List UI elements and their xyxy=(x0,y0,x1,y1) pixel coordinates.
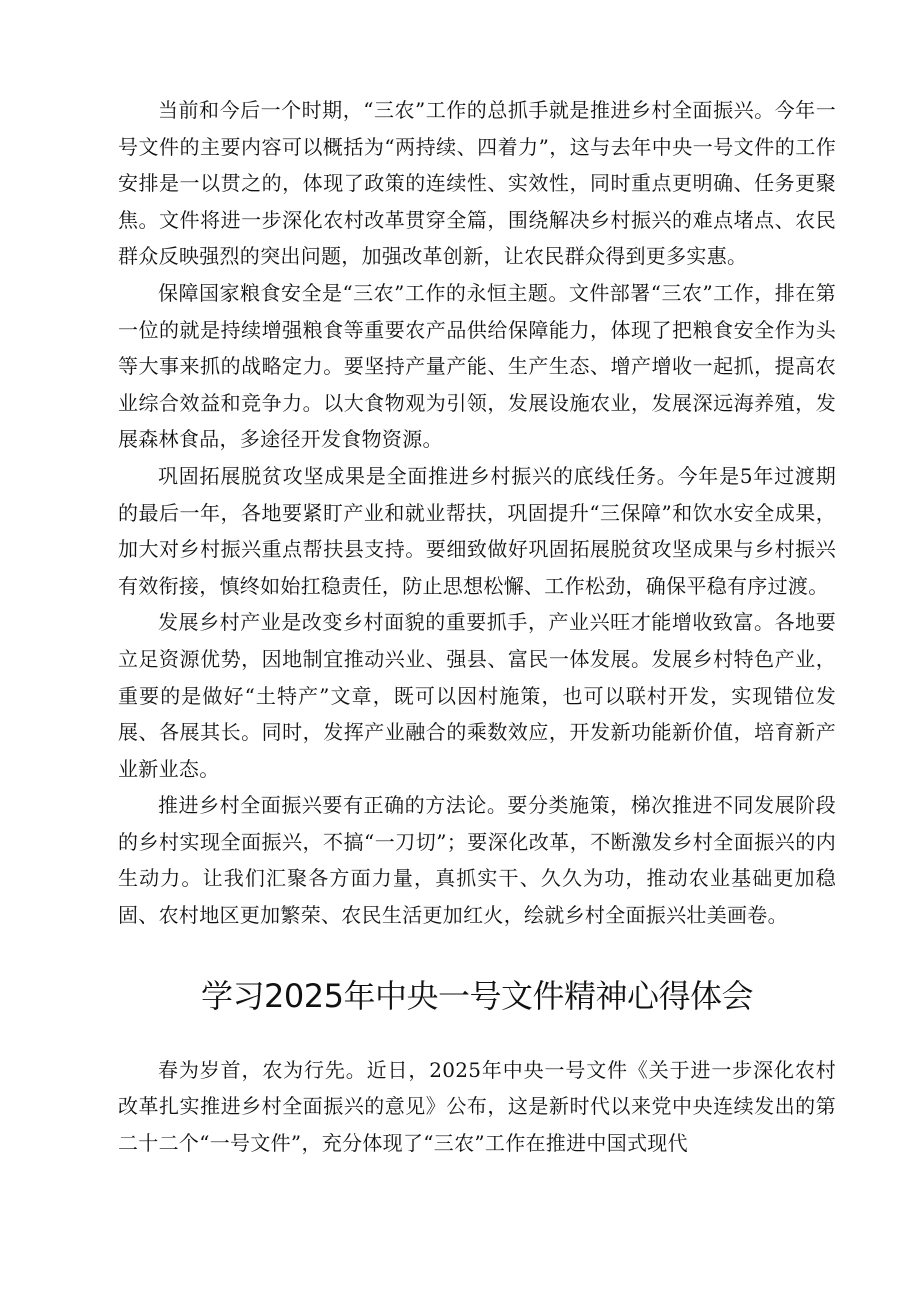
paragraph: 推进乡村全面振兴要有正确的方法论。要分类施策，梯次推进不同发展阶段的乡村实现全面振兴，不搞“一刀切”；要深化改革，不断激发乡村全面振兴的内生动力。让我们汇聚各方面力量，真抓实干、久久为功，推动农业基础更加稳固、农村地区更加繁荣、农民生活更加红火，绘就乡村全面振兴壮美画卷。 xyxy=(118,793,836,928)
paragraph: 巩固拓展脱贫攻坚成果是全面推进乡村振兴的底线任务。今年是5年过渡期的最后一年，各地要紧盯产业和就业帮扶，巩固提升“三保障”和饮水安全成果，加大对乡村振兴重点帮扶县支持。要细致做好巩固拓展脱贫攻坚成果与乡村振兴有效衔接，慎终如始扛稳责任，防止思想松懈、工作松劲，确保平稳有序过渡。 xyxy=(118,463,836,598)
document-title: 学习2025年中央一号文件精神心得体会 xyxy=(201,976,753,1015)
paragraph: 保障国家粮食安全是“三农”工作的永恒主题。文件部署“三农”工作，排在第一位的就是持续增强粮食等重要农产品供给保障能力，体现了把粮食安全作为头等大事来抓的战略定力。要坚持产量产能、生产生态、增产增收一起抓，提高农业综合效益和竞争力。以大食物观为引领，发展设施农业，发展深远海养殖，发展森林食品，多途径开发食物资源。 xyxy=(118,280,836,452)
paragraph: 春为岁首，农为行先。近日，2025年中央一号文件《关于进一步深化农村改革扎实推进乡村全面振兴的意见》公布，这是新时代以来党中央连续发出的第二十二个“一号文件”，充分体现了“三农”工作在推进中国式现代 xyxy=(118,1057,836,1155)
paragraph: 发展乡村产业是改变乡村面貌的重要抓手，产业兴旺才能增收致富。各地要立足资源优势，因地制宜推动兴业、强县、富民一体发展。发展乡村特色产业，重要的是做好“土特产”文章，既可以因村施策，也可以联村开发，实现错位发展、各展其长。同时，发挥产业融合的乘数效应，开发新功能新价值，培育新产业新业态。 xyxy=(118,610,836,781)
paragraph: 当前和今后一个时期，“三农”工作的总抓手就是推进乡村全面振兴。今年一号文件的主要内容可以概括为“两持续、四着力”，这与去年中央一号文件的工作安排是一以贯之的，体现了政策的连续性、实效性，同时重点更明确、任务更聚焦。文件将进一步深化农村改革贯穿全篇，围绕解决乡村振兴的难点堵点、农民群众反映强烈的突出问题，加强改革创新，让农民群众得到更多实惠。 xyxy=(118,98,836,269)
